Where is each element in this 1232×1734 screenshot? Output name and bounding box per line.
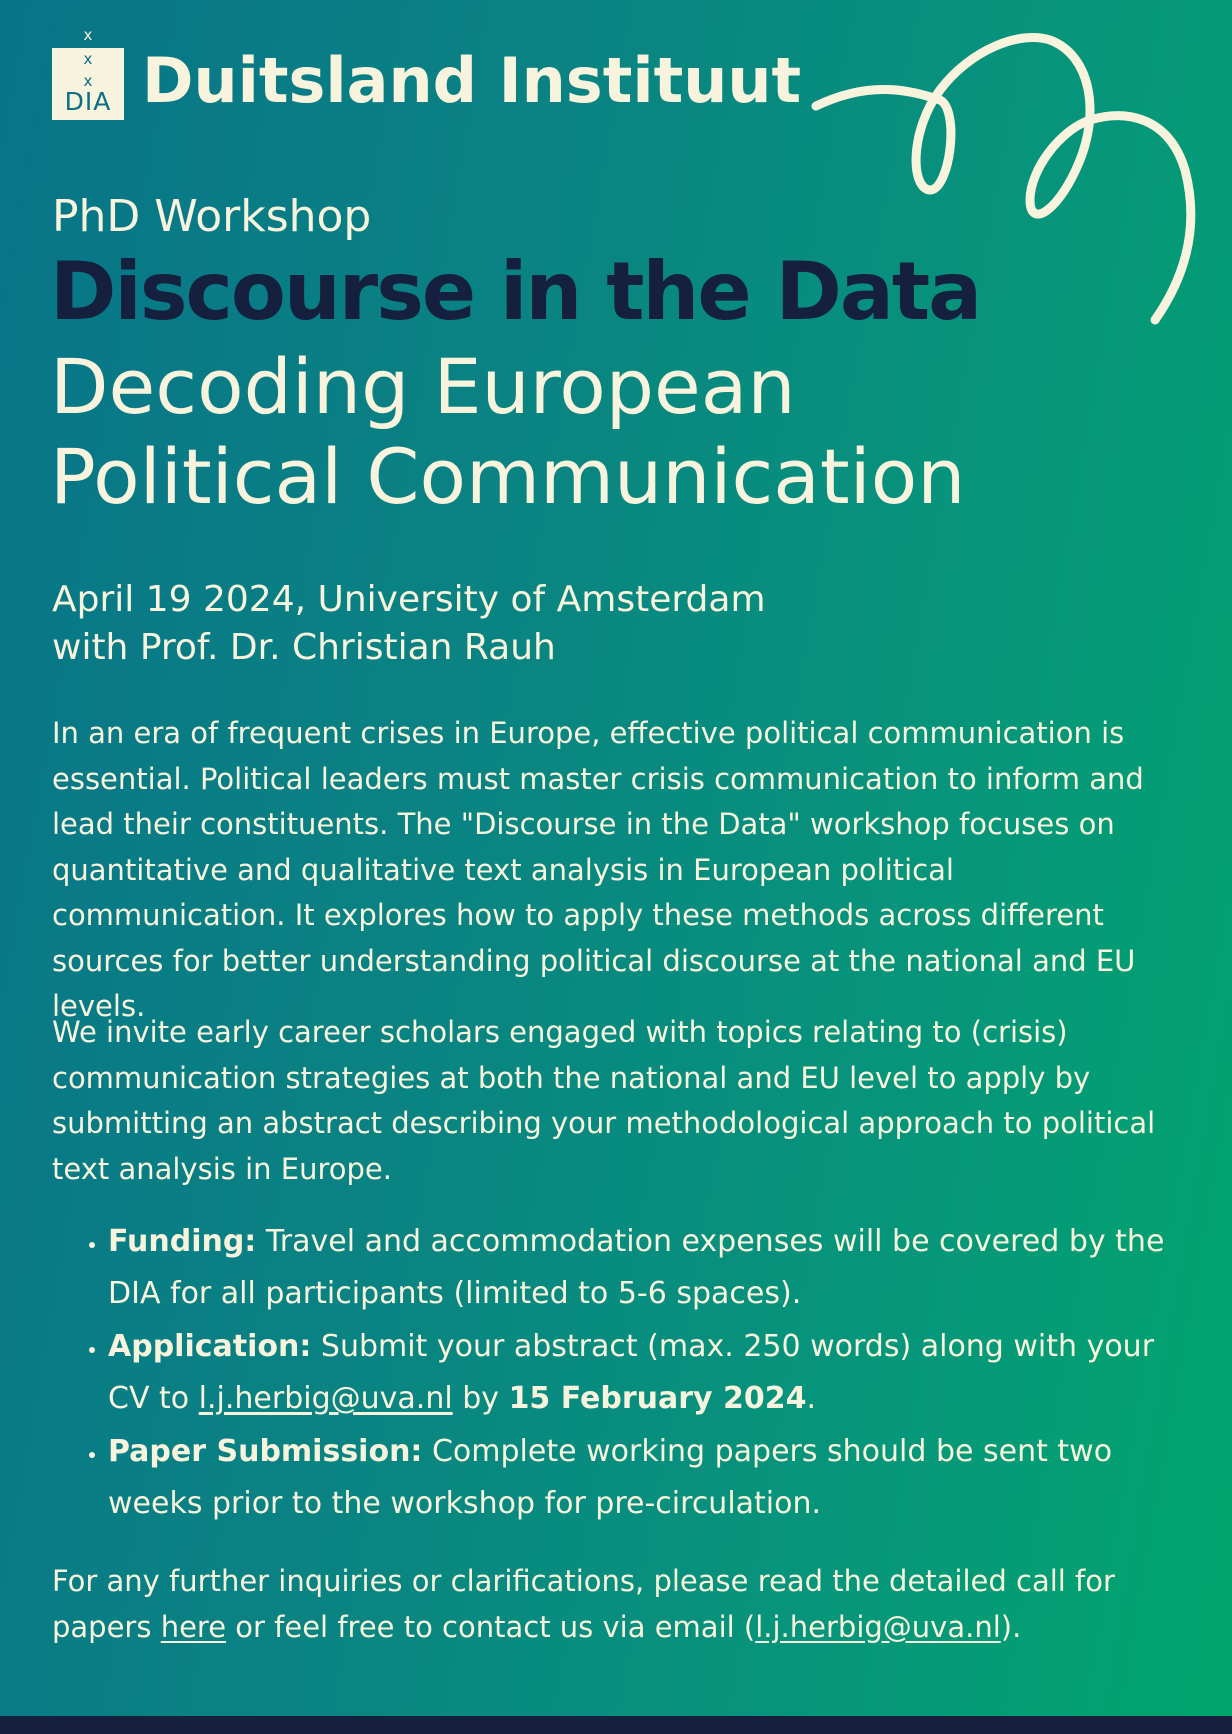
subtitle-line-1: Decoding European [50,342,796,431]
list-item-paper-submission [108,1426,1172,1530]
event-type: PhD Workshop [52,191,372,242]
logo-crosses-top [52,28,124,48]
logo-cross-icon: x [83,26,93,44]
dia-logo-mark [52,26,124,120]
application-text: Submit your abstract (max. 250 words) along with your CV to [108,1329,1155,1416]
call-for-papers-link[interactable]: here [160,1609,227,1644]
event-speaker: with Prof. Dr. Christian Rauh [52,627,556,668]
logo-cross-icon: x [83,50,93,68]
intro-paragraph: In an era of frequent crises in Europe, effective political communication is essential. Political leaders must master crisis communication to inform and lead their constituents. The "Discourse in the Data" workshop focuses on quantitative and qualitative text analysis in European political communication. It explores how to apply these methods across different sources for better understanding political discourse at the national and EU levels. [52,716,1144,1023]
logo-badge-text: DIA [64,87,112,116]
funding-label: Funding: [108,1224,257,1259]
application-label: Application: [108,1329,312,1364]
page-subtitle [50,342,1150,522]
logo-crosses [52,48,124,92]
invitation-paragraph: We invite early career scholars engaged with topics relating to (crisis) communication strategies at both the national and EU level to apply by submitting an abstract describing your methodological approach to political text analysis in Europe. [52,1015,1156,1186]
list-item-application [108,1321,1172,1425]
contact-paragraph [52,1559,1172,1650]
paper-text: Complete working papers should be sent two weeks prior to the workshop for pre-circulation. [108,1434,1113,1521]
application-end: . [806,1381,817,1416]
funding-text: Travel and accommodation expenses will be covered by the DIA for all participants (limited to 5-6 spaces). [108,1224,1165,1311]
logo-cross-icon: x [83,72,93,90]
event-date-location: April 19 2024, University of Amsterdam [52,579,766,620]
logo-badge [52,48,124,120]
application-by: by [452,1381,509,1416]
page-title: Discourse in the Data [50,245,981,338]
contact-text-end: ). [1000,1609,1022,1644]
details-list [52,1216,1172,1531]
list-item-funding [108,1216,1172,1320]
contact-text-middle: or feel free to contact us via email ( [226,1609,756,1644]
subtitle-line-2: Political Communication [50,432,966,521]
event-details [52,576,766,672]
contact-text: For any further inquiries or clarifications, please read the detailed call for papers [52,1564,1115,1644]
application-email-link[interactable]: l.j.herbig@uva.nl [198,1381,453,1416]
dia-logo [52,26,802,120]
paper-label: Paper Submission: [108,1434,423,1469]
institute-name: Duitsland Instituut [142,44,802,117]
footer-bar [0,1716,1232,1734]
contact-email-link[interactable]: l.j.herbig@uva.nl [755,1609,1001,1644]
application-deadline: 15 February 2024 [508,1381,807,1416]
